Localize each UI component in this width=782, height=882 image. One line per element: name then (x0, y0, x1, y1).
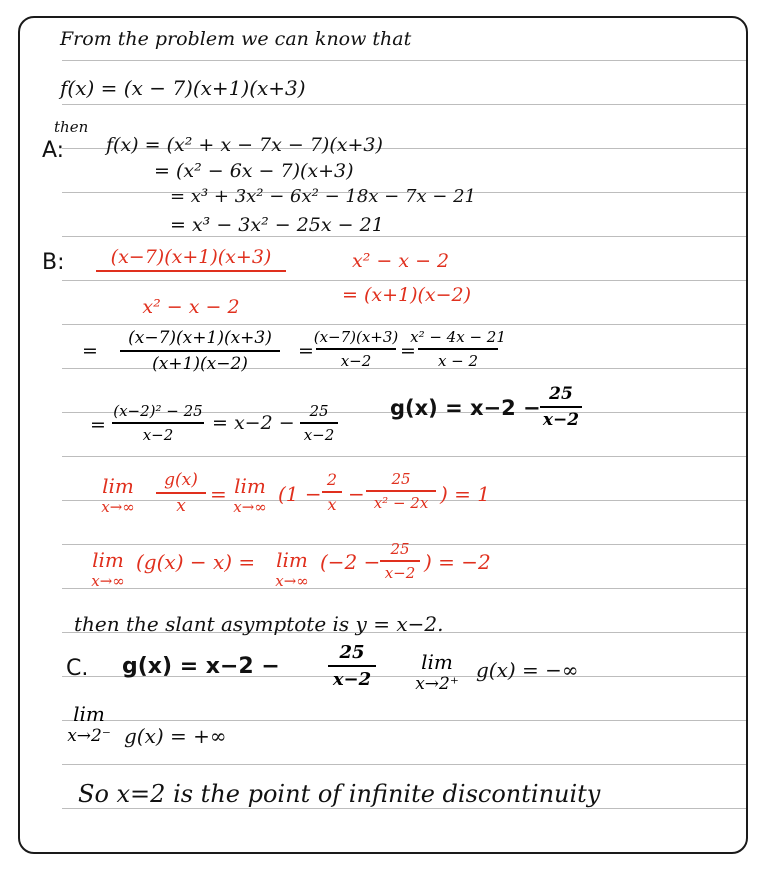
fraction-bar (540, 406, 582, 408)
fraction-numerator: 25 (390, 540, 410, 558)
limit-2-body: (g(x) − x) = (136, 550, 256, 574)
fraction-bar (316, 348, 396, 350)
fraction-bar (366, 490, 436, 492)
equals-sign: = (82, 340, 98, 362)
fraction-numerator: 25 (339, 642, 365, 663)
fraction-numerator: (x−7)(x+1)(x+3) (110, 246, 272, 268)
part-b-fraction-1 (96, 246, 286, 318)
limit-1-term-1 (322, 470, 342, 514)
fraction-bar (380, 560, 420, 562)
function-definition: f(x) = (x − 7)(x+1)(x+3) (60, 76, 306, 100)
limit-2-fraction (380, 540, 420, 582)
limit-2-operator-2 (270, 548, 314, 590)
fraction-numerator: g(x) (164, 470, 198, 490)
limit-word: lim (276, 548, 308, 572)
part-a-step-2: = (x² − 6x − 7)(x+3) (154, 160, 354, 182)
part-c-label: C. (66, 656, 89, 681)
limit-word: lim (92, 548, 124, 572)
part-b-fraction-2 (120, 328, 280, 374)
conclusion-text: So x=2 is the point of infinite discontinuity (78, 780, 601, 808)
part-b-fraction-6 (300, 402, 338, 444)
limit-subscript: x→∞ (101, 498, 135, 516)
limit-subscript: x→2⁻ (67, 726, 111, 746)
limit-2-result: ) = −2 (424, 550, 491, 574)
limit-word: lim (102, 474, 134, 498)
equals-sign: = (400, 340, 416, 362)
limit-1-fraction (156, 470, 206, 516)
limit-1-result: ) = 1 (440, 482, 490, 506)
equals-sign: = (90, 414, 106, 436)
part-c-fraction (328, 642, 376, 690)
limit-subscript: x→∞ (233, 498, 267, 516)
fraction-bar (300, 422, 338, 424)
minus-sign: − (348, 482, 365, 506)
part-a-step-3: = x³ + 3x² − 6x² − 18x − 7x − 21 (170, 186, 476, 207)
fraction-bar (156, 492, 206, 494)
limit-1-operator (96, 474, 140, 516)
fraction-denominator: x−2 (542, 410, 580, 430)
limit-word: lim (421, 650, 453, 674)
fraction-denominator: (x+1)(x−2) (152, 354, 248, 374)
limit-subscript: x→∞ (91, 572, 125, 590)
part-c-limit-operator-2 (64, 702, 114, 746)
limit-2-body-2: (−2 − (320, 550, 381, 574)
rule-line (62, 104, 746, 105)
part-c-limit-result-2: g(x) = +∞ (124, 724, 227, 748)
fraction-denominator: x−2 (340, 352, 372, 370)
fraction-numerator: 25 (549, 384, 573, 404)
fraction-denominator: x² − 2x (373, 494, 429, 512)
fraction-denominator: x−2 (303, 426, 335, 444)
part-b-fraction-3 (313, 328, 399, 370)
fraction-bar (328, 665, 376, 667)
limit-subscript: x→∞ (275, 572, 309, 590)
rule-line (62, 324, 746, 325)
fraction-numerator: 2 (326, 470, 338, 489)
limit-word: lim (234, 474, 266, 498)
fraction-numerator: 25 (391, 470, 411, 488)
fraction-denominator: x−2 (142, 426, 174, 444)
fraction-bar (120, 350, 280, 352)
rule-line (62, 808, 746, 809)
fraction-numerator: (x−7)(x+1)(x+3) (128, 328, 272, 348)
fraction-numerator: (x−2)² − 25 (113, 402, 203, 420)
fraction-numerator: x² − 4x − 21 (410, 328, 506, 346)
part-c-limit-operator (412, 650, 462, 694)
limit-1-operator-2 (228, 474, 272, 516)
fraction-bar (418, 348, 498, 350)
fraction-numerator: 25 (309, 402, 329, 420)
rule-line (62, 236, 746, 237)
part-a-step-4: = x³ − 3x² − 25x − 21 (170, 214, 384, 236)
equals-sign: = (210, 482, 227, 506)
limit-1-body: (1 − (278, 482, 322, 506)
then-label: then (54, 118, 89, 136)
rule-line (62, 60, 746, 61)
limit-subscript: x→2⁺ (415, 674, 459, 694)
part-a-label: A: (42, 138, 65, 163)
part-c-g-definition: g(x) = x−2 − (122, 654, 280, 679)
slant-asymptote-statement: then the slant asymptote is y = x−2. (74, 612, 444, 636)
fraction-denominator: x² − x − 2 (142, 296, 240, 318)
fraction-numerator: (x−7)(x+3) (313, 328, 399, 346)
fraction-denominator: x − 2 (437, 352, 479, 370)
denominator-factored: = (x+1)(x−2) (342, 284, 472, 306)
rule-line (62, 720, 746, 721)
part-a-step-1: f(x) = (x² + x − 7x − 7)(x+3) (106, 134, 383, 156)
part-b-fraction-5 (112, 402, 204, 444)
limit-word: lim (73, 702, 105, 726)
fraction-denominator: x (327, 495, 337, 514)
solution-card (18, 16, 748, 854)
part-c-limit-result: g(x) = −∞ (476, 658, 579, 682)
fraction-bar (96, 270, 286, 272)
fraction-denominator: x (176, 496, 186, 516)
limit-1-term-2 (366, 470, 436, 512)
intro-text: From the problem we can know that (60, 28, 412, 50)
equals-sign: = (298, 340, 314, 362)
rule-line (62, 456, 746, 457)
fraction-bar (112, 422, 204, 424)
fraction-denominator: x−2 (384, 564, 416, 582)
limit-2-operator (86, 548, 130, 590)
fraction-denominator: x−2 (332, 669, 372, 690)
simplified-expression: = x−2 − (212, 412, 295, 434)
rule-line (62, 588, 746, 589)
g-definition: g(x) = x−2 − (390, 396, 541, 420)
rule-line (62, 764, 746, 765)
fraction-bar (322, 491, 342, 493)
part-b-fraction-4 (410, 328, 506, 370)
g-fraction (540, 384, 582, 430)
part-b-label: B: (42, 250, 65, 275)
denominator-side-1: x² − x − 2 (352, 250, 450, 272)
